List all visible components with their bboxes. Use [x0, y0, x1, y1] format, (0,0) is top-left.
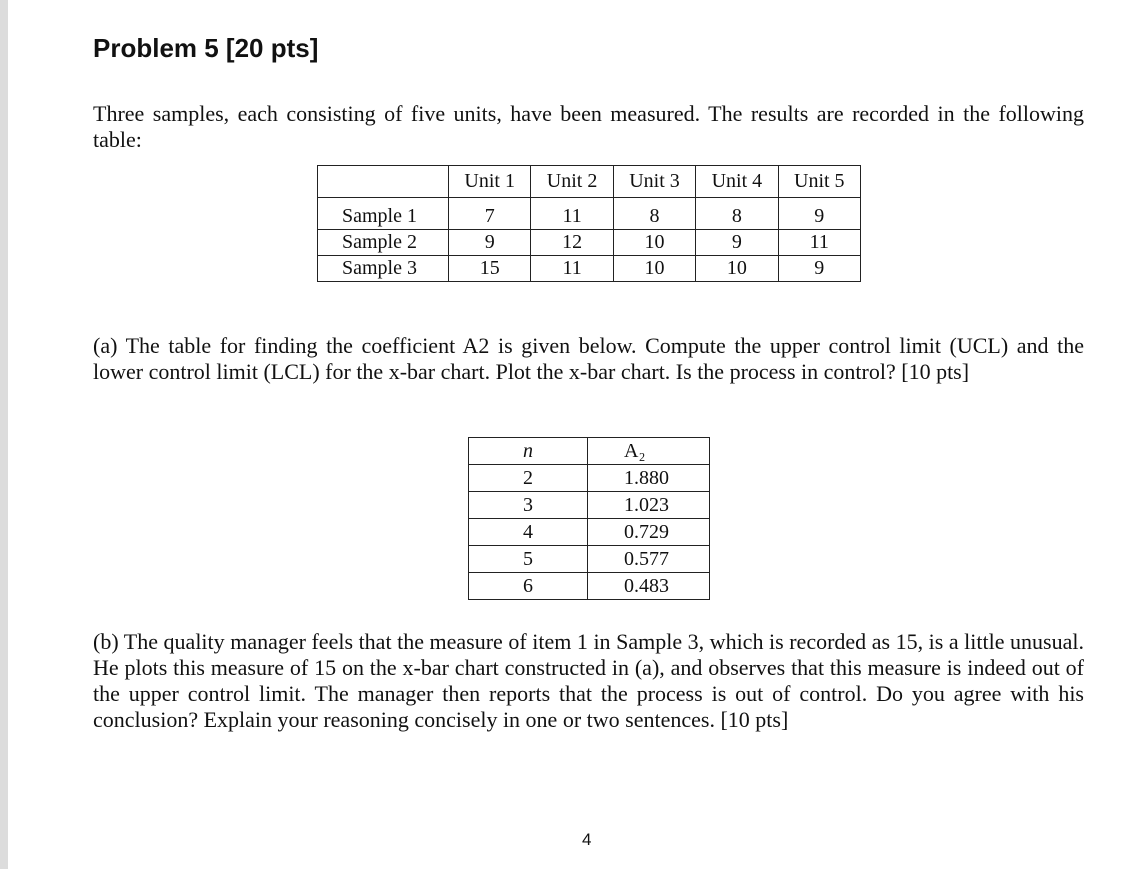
n-cell: 3	[469, 492, 588, 519]
problem-title: Problem 5 [20 pts]	[93, 33, 319, 63]
table-cell: 9	[449, 230, 531, 256]
row-label: Sample 2	[318, 230, 449, 256]
a2-cell: 0.729	[588, 519, 710, 546]
table-cell: 7	[449, 204, 531, 230]
table-cell: 15	[449, 256, 531, 282]
table-row	[318, 204, 861, 230]
table-cell: 9	[778, 204, 860, 230]
samples-header-corner	[318, 166, 449, 198]
table-cell: 8	[613, 204, 695, 230]
row-label: Sample 3	[318, 256, 449, 282]
a2-header-row	[469, 438, 710, 465]
part-a-question: (a) The table for finding the coefficient A2 is given below. Compute the upper control limit (UCL) and the lower control limit (LCL) for the x-bar chart. Plot the x-bar chart. Is the process in control? [10 pts]	[93, 333, 1084, 384]
table-cell: 11	[778, 230, 860, 256]
header-n: n	[469, 438, 588, 465]
table-cell: 9	[778, 256, 860, 282]
table-row	[469, 465, 710, 492]
table-row	[469, 546, 710, 573]
table-cell: 10	[696, 256, 778, 282]
page-number: 4	[582, 830, 592, 849]
table-row	[469, 492, 710, 519]
table-cell: 8	[696, 204, 778, 230]
header-unit-2: Unit 2	[531, 166, 613, 198]
table-cell: 10	[613, 230, 695, 256]
n-cell: 2	[469, 465, 588, 492]
n-cell: 6	[469, 573, 588, 600]
samples-table	[317, 165, 861, 282]
table-row	[469, 573, 710, 600]
a2-cell: 0.483	[588, 573, 710, 600]
header-unit-5: Unit 5	[778, 166, 860, 198]
a2-cell: 0.577	[588, 546, 710, 573]
a2-cell: 1.023	[588, 492, 710, 519]
header-unit-1: Unit 1	[449, 166, 531, 198]
n-cell: 5	[469, 546, 588, 573]
table-cell: 10	[613, 256, 695, 282]
intro-paragraph: Three samples, each consisting of five units, have been measured. The results are recorded in the following table:	[93, 101, 1084, 152]
table-cell: 9	[696, 230, 778, 256]
n-cell: 4	[469, 519, 588, 546]
a2-coefficient-table	[468, 437, 710, 600]
a2-cell: 1.880	[588, 465, 710, 492]
part-b-question: (b) The quality manager feels that the measure of item 1 in Sample 3, which is recorded as 15, is a little unusual. He plots this measure of 15 on the x-bar chart constructed in (a), and observes that this measure is indeed out of the upper control limit. The manager then reports that the process is out of control. Do you agree with his conclusion? Explain your reasoning concisely in one or two sentences. [10 pts]	[93, 629, 1084, 732]
table-row	[469, 519, 710, 546]
table-cell: 11	[531, 256, 613, 282]
row-label: Sample 1	[318, 204, 449, 230]
header-a2: A₂	[588, 438, 710, 465]
table-row	[318, 230, 861, 256]
header-unit-4: Unit 4	[696, 166, 778, 198]
table-row	[318, 256, 861, 282]
table-cell: 11	[531, 204, 613, 230]
samples-header-row	[318, 166, 861, 198]
header-unit-3: Unit 3	[613, 166, 695, 198]
page-edge	[0, 0, 8, 869]
table-cell: 12	[531, 230, 613, 256]
